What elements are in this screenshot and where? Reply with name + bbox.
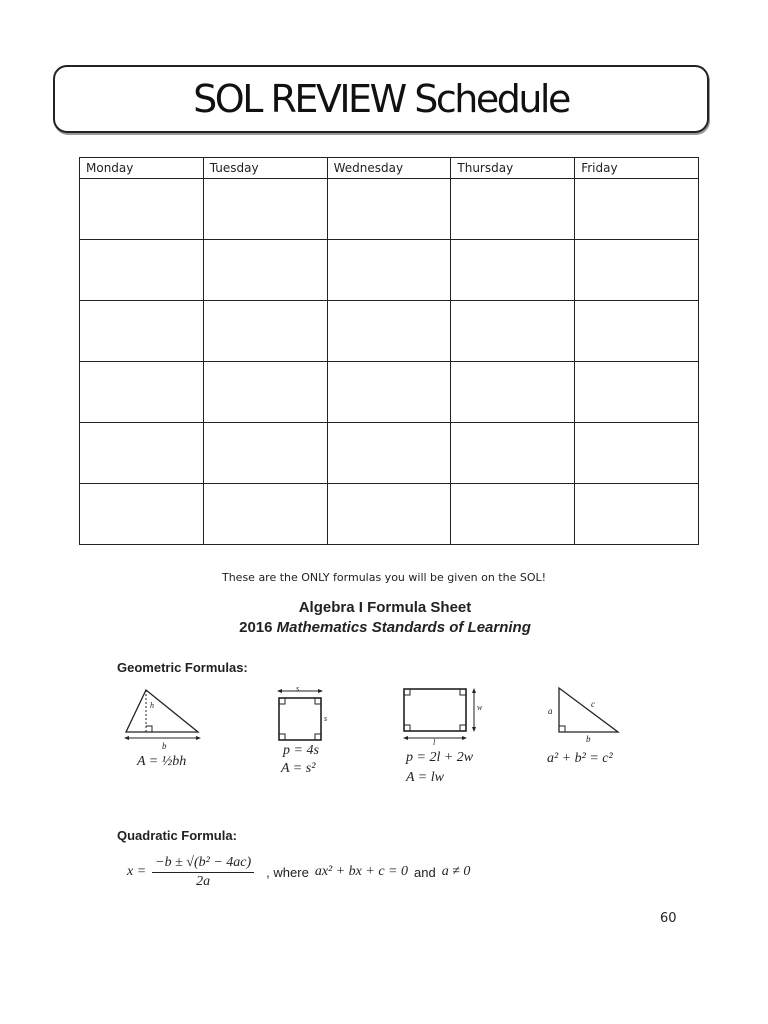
schedule-row — [80, 301, 699, 362]
square-area-formula: A = s² — [281, 761, 316, 776]
schedule-cell — [203, 179, 327, 240]
header-thursday: Thursday — [451, 158, 575, 179]
schedule-cell — [327, 423, 451, 484]
schedule-cell — [451, 240, 575, 301]
schedule-row — [80, 179, 699, 240]
header-tuesday: Tuesday — [203, 158, 327, 179]
page-number: 60 — [660, 911, 677, 926]
quadratic-heading: Quadratic Formula: — [117, 828, 237, 843]
schedule-cell — [327, 301, 451, 362]
schedule-cell — [327, 240, 451, 301]
schedule-cell — [451, 301, 575, 362]
subtitle-standards: Mathematics Standards of Learning — [276, 619, 531, 636]
quadratic-equation: ax² + bx + c = 0 — [314, 864, 408, 879]
rectangle-diagram — [398, 686, 488, 746]
square-side-s-label: s — [324, 714, 328, 723]
quadratic-and: and — [414, 864, 436, 880]
schedule-row — [80, 484, 699, 545]
schedule-cell — [203, 240, 327, 301]
schedule-cell — [80, 484, 204, 545]
header-friday: Friday — [575, 158, 699, 179]
formula-sheet-subtitle — [90, 619, 680, 636]
pythagorean-formula: a² + b² = c² — [547, 751, 613, 766]
schedule-cell — [327, 362, 451, 423]
schedule-row — [80, 362, 699, 423]
quadratic-where: , where — [266, 864, 309, 880]
schedule-cell — [80, 240, 204, 301]
rectangle-l-label: l — [433, 738, 436, 747]
formula-sheet-title: Algebra I Formula Sheet — [298, 599, 472, 616]
schedule-cell — [203, 423, 327, 484]
schedule-cell — [575, 484, 699, 545]
subtitle-year: 2016 — [239, 619, 277, 636]
square-top-s-label: s — [296, 684, 300, 693]
right-triangle-a-label: a — [548, 706, 553, 716]
schedule-cell — [327, 179, 451, 240]
page-title: SOL REVIEW Schedule — [193, 77, 569, 121]
rectangle-w-label: w — [477, 703, 483, 712]
schedule-cell — [575, 179, 699, 240]
schedule-row — [80, 240, 699, 301]
schedule-cell — [203, 362, 327, 423]
right-triangle-c-label: c — [591, 699, 595, 709]
quadratic-lhs: x = — [127, 864, 147, 879]
header-wednesday: Wednesday — [327, 158, 451, 179]
schedule-header-row — [80, 158, 699, 179]
triangle-area-formula: A = ½bh — [137, 754, 187, 769]
schedule-cell — [80, 362, 204, 423]
schedule-cell — [80, 179, 204, 240]
quadratic-numerator: −b ± √(b² − 4ac) — [152, 855, 254, 873]
rectangle-area-formula: A = lw — [406, 770, 444, 785]
title-box — [53, 65, 709, 133]
schedule-cell — [203, 301, 327, 362]
schedule-cell — [451, 362, 575, 423]
schedule-table — [79, 157, 699, 545]
schedule-cell — [575, 362, 699, 423]
quadratic-fraction — [152, 855, 254, 890]
schedule-cell — [80, 423, 204, 484]
schedule-cell — [575, 423, 699, 484]
schedule-cell — [451, 423, 575, 484]
triangle-b-label: b — [162, 741, 167, 751]
header-monday: Monday — [80, 158, 204, 179]
schedule-cell — [80, 301, 204, 362]
schedule-row — [80, 423, 699, 484]
schedule-cell — [203, 484, 327, 545]
schedule-cell — [575, 240, 699, 301]
right-triangle-diagram — [552, 686, 622, 738]
triangle-h-label: h — [150, 701, 154, 710]
rectangle-perimeter-formula: p = 2l + 2w — [406, 750, 474, 765]
schedule-cell — [451, 484, 575, 545]
schedule-cell — [451, 179, 575, 240]
triangle-diagram — [122, 686, 204, 742]
schedule-cell — [575, 301, 699, 362]
quadratic-denominator: 2a — [196, 873, 211, 889]
geometric-heading: Geometric Formulas: — [117, 660, 248, 675]
schedule-cell — [327, 484, 451, 545]
square-perimeter-formula: p = 4s — [283, 743, 319, 758]
quadratic-formula — [127, 852, 470, 892]
formula-note: These are the ONLY formulas you will be given on the SOL! — [221, 571, 547, 584]
quadratic-condition: a ≠ 0 — [441, 864, 471, 879]
right-triangle-b-label: b — [586, 734, 591, 744]
